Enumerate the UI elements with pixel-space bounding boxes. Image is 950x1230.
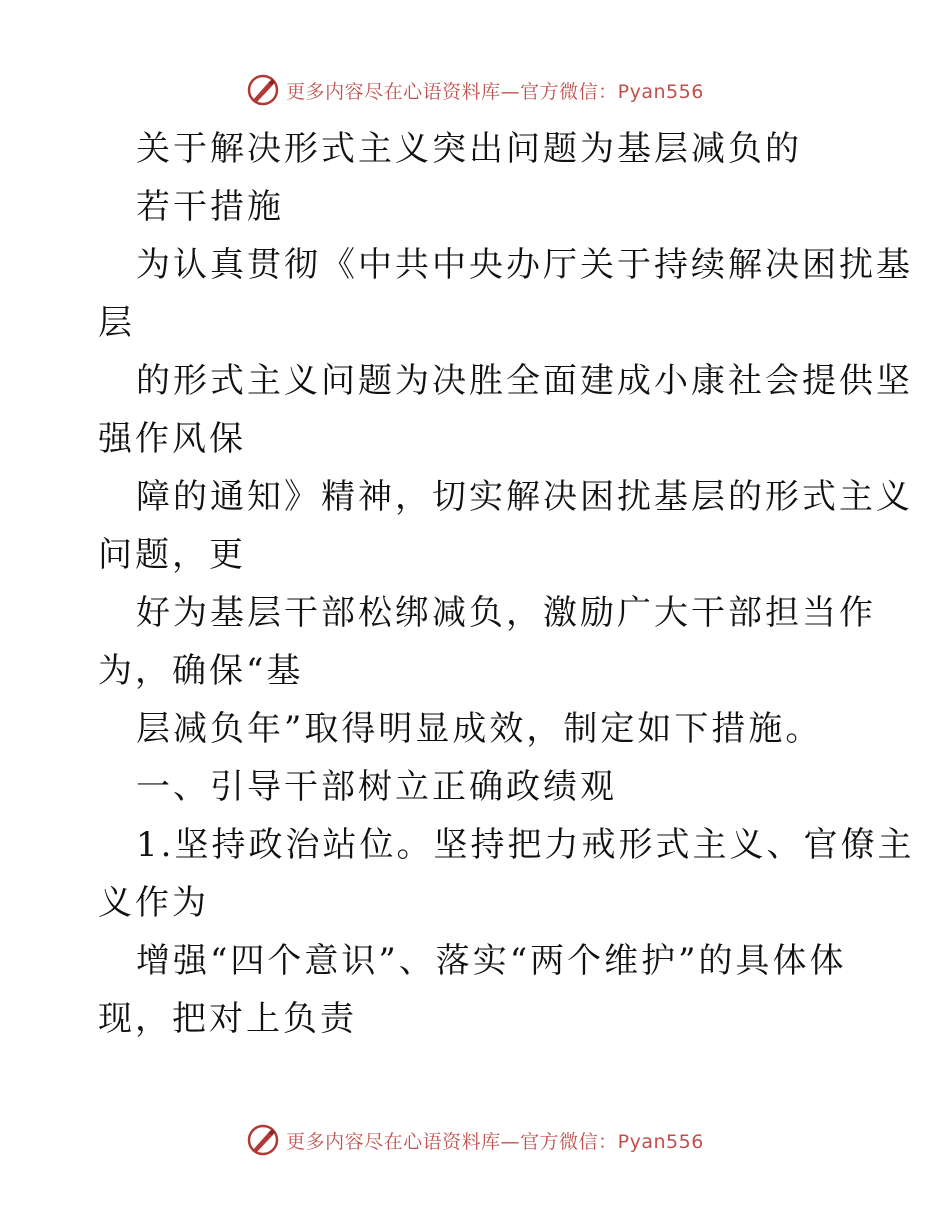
paragraph-line: 增强“四个意识”、落实“两个维护”的具体体 <box>136 941 847 981</box>
paragraph-line: 层 <box>98 303 135 343</box>
paragraph-line: 层减负年”取得明显成效，制定如下措施。 <box>136 709 823 749</box>
paragraph-line: 1.坚持政治站位。坚持把力戒形式主义、官僚主 <box>136 825 915 865</box>
banner-text: 更多内容尽在心语资料库—官方微信：Pyan556 <box>286 80 704 103</box>
footer-banner <box>0 1120 950 1160</box>
paragraph-line: 义作为 <box>98 883 209 923</box>
paragraph-line: 的形式主义问题为决胜全面建成小康社会提供坚 <box>136 361 913 401</box>
pen-in-circle-logo-icon <box>246 73 280 107</box>
header-banner <box>0 70 950 110</box>
document-body <box>98 120 915 1048</box>
paragraph-line: 障的通知》精神，切实解决困扰基层的形式主义 <box>136 477 913 517</box>
paragraph-line: 问题，更 <box>98 535 246 575</box>
pen-in-circle-logo-icon <box>246 1123 280 1157</box>
banner-text: 更多内容尽在心语资料库—官方微信：Pyan556 <box>286 1130 704 1153</box>
title-line-1: 关于解决形式主义突出问题为基层减负的 <box>136 129 802 169</box>
paragraph-line: 现，把对上负责 <box>98 999 357 1039</box>
paragraph-line: 为认真贯彻《中共中央办厅关于持续解决困扰基 <box>136 245 913 285</box>
paragraph-line: 强作风保 <box>98 419 246 459</box>
section-heading: 一、引导干部树立正确政绩观 <box>136 767 617 807</box>
paragraph-line: 为，确保“基 <box>98 651 304 691</box>
title-line-2: 若干措施 <box>136 187 284 227</box>
paragraph-line: 好为基层干部松绑减负，激励广大干部担当作 <box>136 593 876 633</box>
